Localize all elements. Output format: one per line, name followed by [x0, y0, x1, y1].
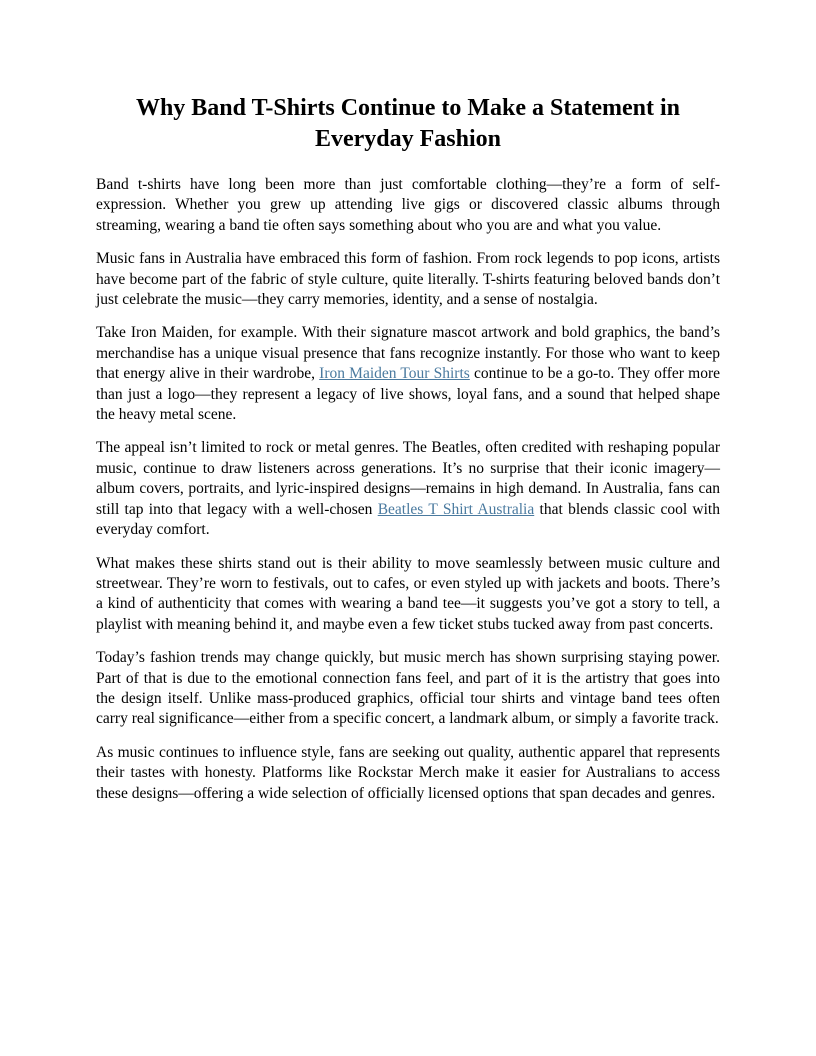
paragraph-beatles-text-after: that blends classic cool with everyday comfort. [96, 500, 720, 539]
document-page [96, 93, 720, 817]
paragraph-intro: Band t-shirts have long been more than just comfortable clothing—they’re a form of self-expression. Whether you grew up attending live gigs or discovered classic albums through streaming, wearing a band tie often says something about who you are and what you value. [96, 176, 720, 234]
paragraph-iron-maiden-text-after: continue to be a go-to. They offer more than just a logo—they represent a legacy of live shows, loyal fans, and a sound that helped shape the heavy metal scene. [96, 365, 720, 424]
beatles-t-shirt-australia-link[interactable]: Beatles T Shirt Australia [377, 500, 535, 518]
paragraph-australia-fans: Music fans in Australia have embraced this form of fashion. From rock legends to pop icons, artists have become part of the fabric of style culture, quite literally. T-shirts featuring beloved bands don’t just celebrate the music—they carry memories, identity, and a sense of nostalgia. [96, 250, 720, 309]
page-title: Why Band T-Shirts Continue to Make a Statement in Everyday Fashion [135, 95, 681, 152]
paragraph-iron-maiden-text-before: Take Iron Maiden, for example. With their signature mascot artwork and bold graphics, the band’s merchandise has a unique visual presence that fans recognize instantly. For those who want to keep that energy alive in their wardrobe, [96, 324, 720, 383]
paragraph-iron-maiden [96, 323, 720, 425]
paragraph-fashion-trends: Today’s fashion trends may change quickly, but music merch has shown surprising staying power. Part of that is due to the emotional connection fans feel, and part of it is the artistry that goes into the design itself. Unlike mass-produced graphics, official tour shirts and vintage band tees often carry real significance—either from a specific concert, a landmark album, or simply a favorite track. [96, 649, 720, 728]
paragraph-conclusion: As music continues to influence style, fans are seeking out quality, authentic apparel that represents their tastes with honesty. Platforms like Rockstar Merch make it easier for Australians to access these designs—offering a wide selection of officially licensed options that span decades and genres. [96, 743, 720, 802]
paragraph-beatles [96, 438, 720, 540]
paragraph-streetwear: What makes these shirts stand out is their ability to move seamlessly between music culture and streetwear. They’re worn to festivals, out to cafes, or even styled up with jackets and boots. There’s a kind of authenticity that comes with wearing a band tee—it suggests you’ve got a story to tell, a playlist with meaning behind it, and maybe even a few ticket stubs tucked away from past concerts. [96, 554, 720, 633]
paragraph-beatles-text-before: The appeal isn’t limited to rock or metal genres. The Beatles, often credited with reshaping popular music, continue to draw listeners across generations. It’s no surprise that their iconic imagery—album covers, portraits, and lyric-inspired designs—remains in high demand. In Australia, fans can still tap into that legacy with a well-chosen [96, 439, 720, 518]
iron-maiden-tour-shirts-link[interactable]: Iron Maiden Tour Shirts [319, 365, 470, 383]
